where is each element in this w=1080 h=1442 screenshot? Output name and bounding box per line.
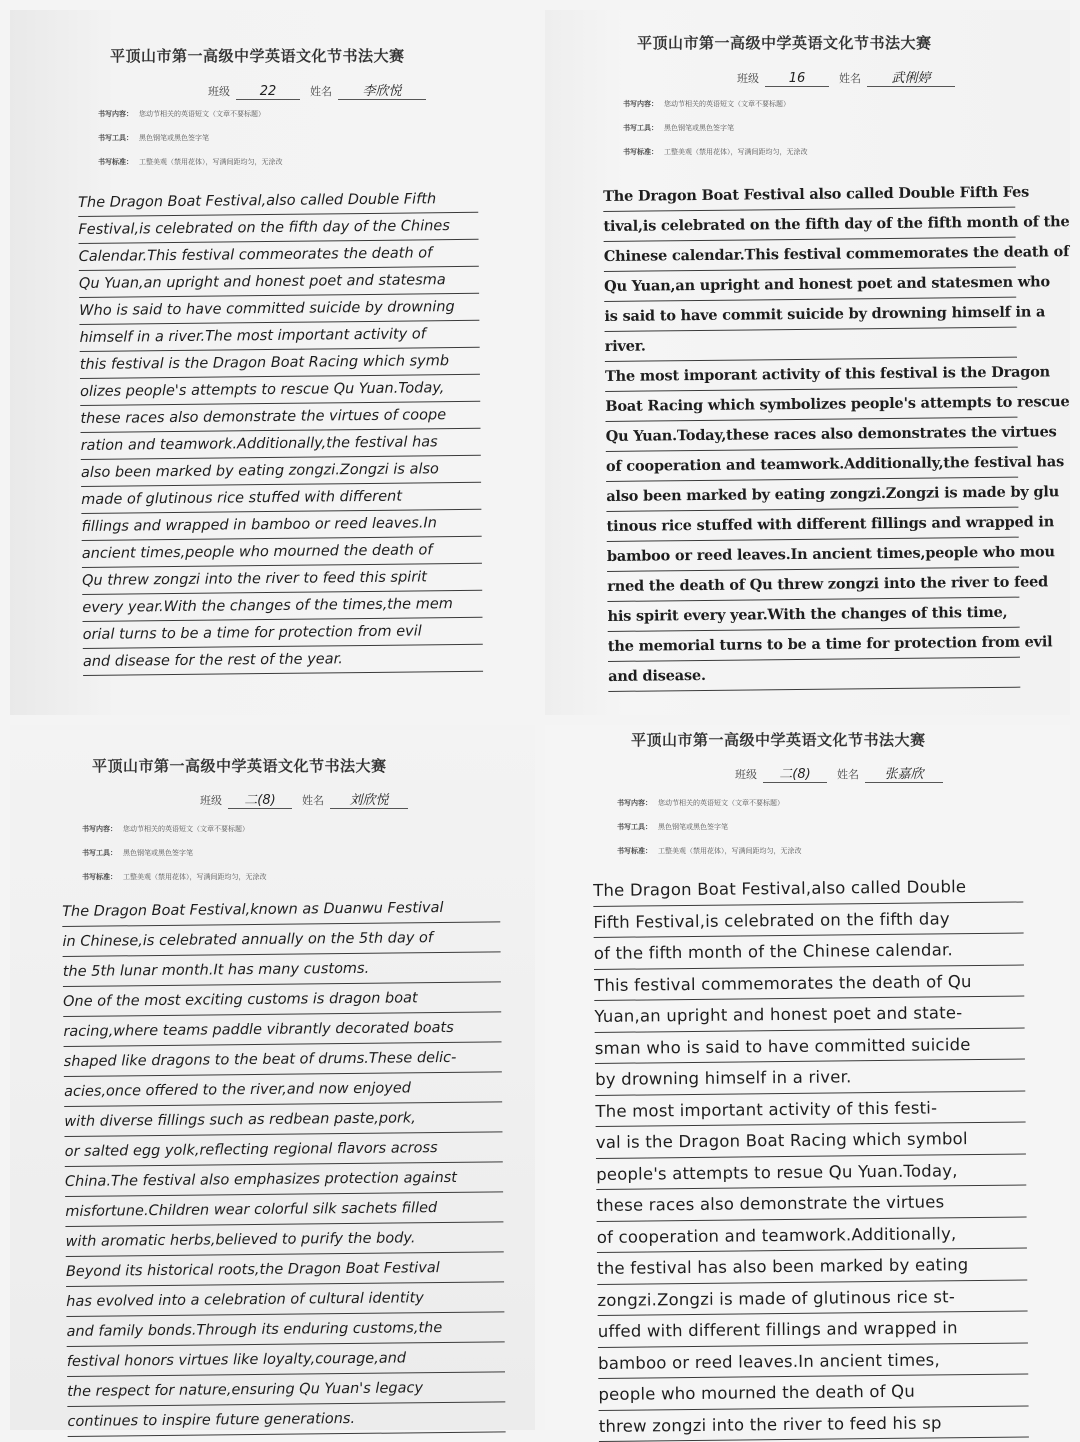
- class-value: 22: [236, 84, 300, 100]
- essay-line: tinous rice stuffed with different fillings and wrapped in: [606, 508, 1018, 542]
- essay-line: Qu threw zongzi into the river to feed this spirit: [82, 564, 482, 595]
- essay-line: Beyond its historical roots,the Dragon Boat Festival: [66, 1252, 504, 1287]
- essay-line: river.: [605, 328, 1017, 362]
- essay-line: bamboo or reed leaves.In ancient times,people who mou: [607, 538, 1019, 572]
- essay-line: This festival commemorates the death of Qu: [594, 965, 1024, 1001]
- essay-line: threw zongzi into the river to feed his sp: [599, 1406, 1029, 1442]
- essay-line: or salted egg yolk,reflecting regional flavors across: [65, 1132, 503, 1167]
- essay-line: sman who is said to have committed suicide: [595, 1028, 1025, 1064]
- essay-line: bamboo or reed leaves.In ancient times,: [598, 1343, 1028, 1379]
- req-std-value: 工整美观（禁用花体），写满间距均匀，无涂改: [658, 847, 802, 855]
- req-std-label: 书写标准：: [623, 147, 658, 156]
- essay-line: racing,where teams paddle vibrantly decorated boats: [63, 1012, 501, 1047]
- class-value: 16: [765, 71, 829, 87]
- essay-line: Qu Yuan,an upright and honest poet and statesma: [79, 267, 479, 298]
- class-label: 班级: [200, 794, 222, 807]
- req-std-label: 书写标准：: [98, 157, 133, 166]
- contest-sheet-top-right: [545, 10, 1070, 715]
- req-tool-value: 黑色钢笔或黑色签字笔: [139, 134, 209, 142]
- essay-line: The Dragon Boat Festival,known as Duanwu Festival: [62, 892, 500, 927]
- student-info: [208, 80, 436, 100]
- essay-line: of the fifth month of the Chinese calendar.: [594, 933, 1024, 969]
- essay-line: The Dragon Boat Festival,also called Double: [593, 870, 1023, 906]
- essay-line: tival,is celebrated on the fifth day of the fifth month of the: [603, 208, 1015, 242]
- req-content-label: 书写内容：: [82, 824, 117, 833]
- essay-line: ancient times,people who mourned the death of: [82, 537, 482, 568]
- essay-line: fillings and wrapped in bamboo or reed leaves.In: [81, 510, 481, 541]
- name-value: 李欣悦: [338, 80, 426, 100]
- essay-line: and disease.: [608, 658, 1020, 692]
- sheet-title: 平顶山市第一高级中学英语文化节书法大赛: [631, 731, 926, 749]
- req-std-label: 书写标准：: [617, 846, 652, 855]
- essay-line: the festival has also been marked by eating: [597, 1248, 1027, 1284]
- essay-line: people who mourned the death of Qu: [598, 1374, 1028, 1410]
- essay-line: rned the death of Qu threw zongzi into the river to feed: [607, 568, 1019, 602]
- student-info: [737, 67, 965, 87]
- essay-line: Who is said to have committed suicide by drowning: [79, 294, 479, 325]
- essay-line: people's attempts to resue Qu Yuan.Today,: [596, 1154, 1026, 1190]
- req-content-label: 书写内容：: [98, 109, 133, 118]
- essay-line: ration and teamwork.Additionally,the festival has: [81, 429, 481, 460]
- sheet-title: 平顶山市第一高级中学英语文化节书法大赛: [110, 47, 405, 65]
- essay-line: these races also demonstrate the virtues of coope: [80, 402, 480, 433]
- essay-line: The Dragon Boat Festival also called Double Fifth Fes: [603, 178, 1015, 212]
- handwritten-essay: [593, 870, 1029, 1441]
- essay-line: with aromatic herbs,believed to purify the body.: [65, 1222, 503, 1257]
- req-content-label: 书写内容：: [623, 99, 658, 108]
- contest-sheet-top-left: [10, 10, 535, 715]
- handwritten-essay: [62, 892, 506, 1437]
- essay-line: Chinese calendar.This festival commemorates the death of: [604, 238, 1016, 272]
- essay-line: of cooperation and teamwork.Additionally,: [597, 1217, 1027, 1253]
- req-std-value: 工整美观（禁用花体），写满间距均匀，无涂改: [664, 148, 808, 156]
- essay-line: his spirit every year.With the changes of this time,: [607, 598, 1019, 632]
- essay-line: olizes people's attempts to rescue Qu Yuan.Today,: [80, 375, 480, 406]
- essay-line: with diverse fillings such as redbean paste,pork,: [64, 1102, 502, 1137]
- student-info: [200, 789, 418, 809]
- writing-requirements: [82, 817, 267, 889]
- req-content-value: 您动节相关的英语短文（文章不要标题）: [664, 100, 790, 108]
- essay-line: Yuan,an upright and honest poet and state-: [594, 996, 1024, 1032]
- essay-line: the memorial turns to be a time for protection from evil: [608, 628, 1020, 662]
- class-label: 班级: [735, 768, 757, 781]
- name-label: 姓名: [302, 794, 324, 807]
- essay-line: these races also demonstrate the virtues: [596, 1185, 1026, 1221]
- essay-line: acies,once offered to the river,and now enjoyed: [64, 1072, 502, 1107]
- req-std-value: 工整美观（禁用花体），写满间距均匀，无涂改: [139, 158, 283, 166]
- essay-line: misfortune.Children wear colorful silk sachets filled: [65, 1192, 503, 1227]
- essay-line: and family bonds.Through its enduring customs,the: [66, 1312, 504, 1347]
- essay-line: Fifth Festival,is celebrated on the fifth day: [593, 902, 1023, 938]
- essay-line: and disease for the rest of the year.: [83, 645, 483, 676]
- class-value: 二(8): [763, 763, 827, 783]
- req-content-value: 您动节相关的英语短文（文章不要标题）: [658, 799, 784, 807]
- req-tool-label: 书写工具：: [623, 123, 658, 132]
- essay-line: The most important activity of this festi-: [595, 1091, 1025, 1127]
- essay-line: zongzi.Zongzi is made of glutinous rice st-: [597, 1280, 1027, 1316]
- req-tool-value: 黑色钢笔或黑色签字笔: [123, 849, 193, 857]
- name-label: 姓名: [839, 72, 861, 85]
- contest-sheet-bottom-left: [10, 725, 535, 1430]
- essay-line: himself in a river.The most important activity of: [79, 321, 479, 352]
- essay-line: by drowning himself in a river.: [595, 1059, 1025, 1095]
- writing-requirements: [623, 92, 808, 164]
- essay-line: also been marked by eating zongzi.Zongzi is also: [81, 456, 481, 487]
- essay-line: made of glutinous rice stuffed with different: [81, 483, 481, 514]
- sheet-title: 平顶山市第一高级中学英语文化节书法大赛: [92, 757, 387, 775]
- essay-line: continues to inspire future generations.: [67, 1402, 505, 1437]
- class-value: 二(8): [228, 789, 292, 809]
- essay-line: Qu Yuan.Today,these races also demonstrates the virtues: [606, 418, 1018, 452]
- essay-line: also been marked by eating zongzi.Zongzi is made by glu: [606, 478, 1018, 512]
- essay-line: One of the most exciting customs is dragon boat: [63, 982, 501, 1017]
- req-tool-value: 黑色钢笔或黑色签字笔: [658, 823, 728, 831]
- essay-line: orial turns to be a time for protection from evil: [83, 618, 483, 649]
- essay-line: of cooperation and teamwork.Additionally,the festival has: [606, 448, 1018, 482]
- req-tool-value: 黑色钢笔或黑色签字笔: [664, 124, 734, 132]
- req-std-value: 工整美观（禁用花体），写满间距均匀，无涂改: [123, 873, 267, 881]
- name-label: 姓名: [310, 85, 332, 98]
- essay-line: every year.With the changes of the times,the mem: [82, 591, 482, 622]
- handwritten-essay: [603, 178, 1070, 692]
- essay-line: this festival is the Dragon Boat Racing which symb: [80, 348, 480, 379]
- req-content-label: 书写内容：: [617, 798, 652, 807]
- essay-line: The most imporant activity of this festival is the Dragon: [605, 358, 1017, 392]
- essay-line: Calendar.This festival commeorates the death of: [79, 240, 479, 271]
- essay-line: uffed with different fillings and wrapped in: [598, 1311, 1028, 1347]
- student-info: [735, 763, 953, 783]
- essay-line: shaped like dragons to the beat of drums.These delic-: [64, 1042, 502, 1077]
- essay-line: Festival,is celebrated on the fifth day of the Chines: [78, 213, 478, 244]
- essay-line: in Chinese,is celebrated annually on the 5th day of: [62, 922, 500, 957]
- req-std-label: 书写标准：: [82, 872, 117, 881]
- contest-sheet-bottom-right: [545, 725, 1070, 1436]
- essay-line: the respect for nature,ensuring Qu Yuan's legacy: [67, 1372, 505, 1407]
- req-tool-label: 书写工具：: [617, 822, 652, 831]
- essay-line: the 5th lunar month.It has many customs.: [63, 952, 501, 987]
- writing-requirements: [98, 102, 283, 174]
- req-content-value: 您动节相关的英语短文（文章不要标题）: [139, 110, 265, 118]
- class-label: 班级: [208, 85, 230, 98]
- req-content-value: 您动节相关的英语短文（文章不要标题）: [123, 825, 249, 833]
- essay-line: festival honors virtues like loyalty,courage,and: [67, 1342, 505, 1377]
- writing-requirements: [617, 791, 802, 863]
- name-label: 姓名: [837, 768, 859, 781]
- req-tool-label: 书写工具：: [82, 848, 117, 857]
- essay-line: China.The festival also emphasizes protection against: [65, 1162, 503, 1197]
- essay-line: has evolved into a celebration of cultural identity: [66, 1282, 504, 1317]
- essay-line: val is the Dragon Boat Racing which symbol: [596, 1122, 1026, 1158]
- name-value: 刘欣悦: [330, 789, 408, 809]
- req-tool-label: 书写工具：: [98, 133, 133, 142]
- essay-line: is said to have commit suicide by drowning himself in a: [604, 298, 1016, 332]
- name-value: 武俐婷: [867, 67, 955, 87]
- name-value: 张嘉欣: [865, 763, 943, 783]
- essay-line: Boat Racing which symbolizes people's attempts to rescue: [605, 388, 1017, 422]
- essay-line: Qu Yuan,an upright and honest poet and statesmen who: [604, 268, 1016, 302]
- essay-line: The Dragon Boat Festival,also called Double Fifth: [78, 186, 478, 217]
- class-label: 班级: [737, 72, 759, 85]
- handwritten-essay: [78, 186, 483, 676]
- sheet-title: 平顶山市第一高级中学英语文化节书法大赛: [637, 34, 932, 52]
